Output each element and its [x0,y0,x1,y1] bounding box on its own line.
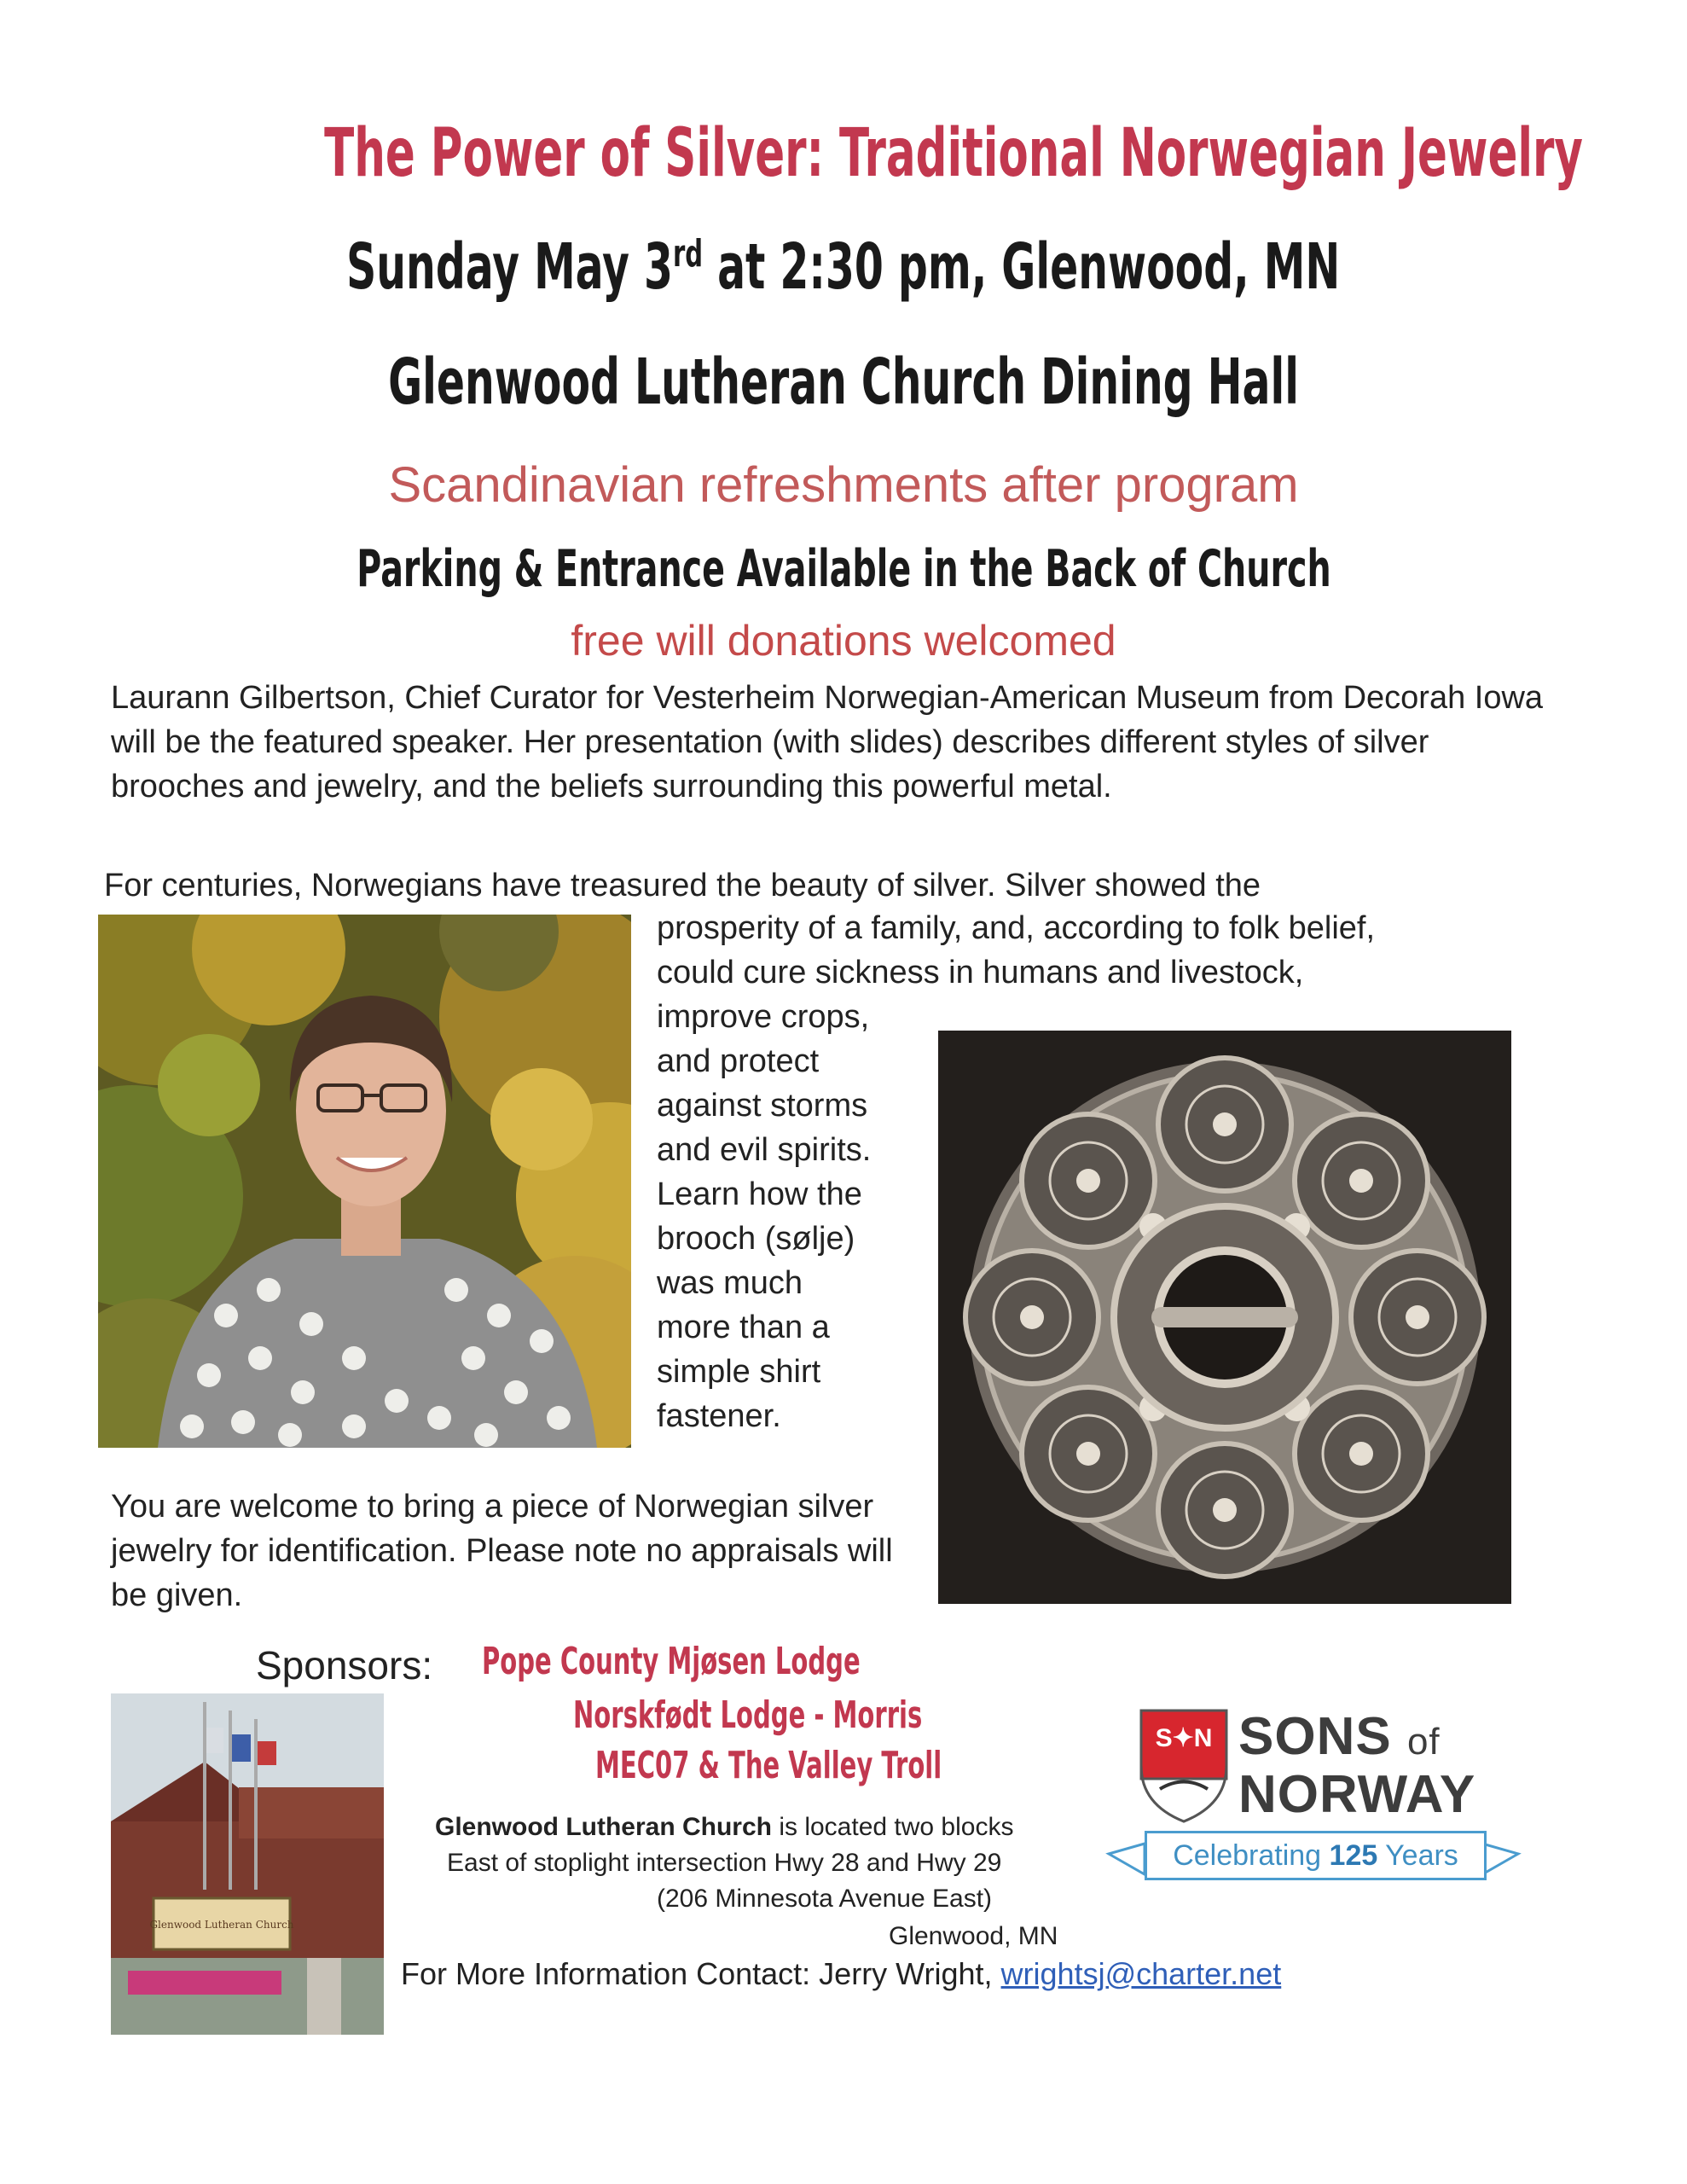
donations-note: free will donations welcomed [571,617,1116,665]
history-line: improve crops, [657,999,870,1035]
date-time-place: at 2:30 pm, Glenwood, MN [703,230,1341,304]
event-venue: Glenwood Lutheran Church Dining Hall [388,346,1299,419]
refreshments-note: Scandinavian refreshments after program [388,457,1299,513]
address-line: East of stoplight intersection Hwy 28 and Hwy 29 [447,1849,1002,1877]
logo-name-bottom: NORWAY [1238,1765,1476,1824]
church-photo [111,1693,384,2035]
church-building-image [111,1693,384,2035]
history-line: against storms [657,1088,868,1124]
anniversary-number: 125 [1329,1839,1378,1872]
history-line: could cure sickness in humans and livestock, [657,955,1304,990]
history-line: prosperity of a family, and, according to folk belief, [657,910,1376,946]
history-line: brooch (sølje) [657,1221,855,1257]
history-flow [657,906,1544,995]
history-narrow [657,995,938,1438]
date-text: Sunday May 3 [346,230,674,304]
contact-prefix: For More Information Contact: Jerry Wright, [401,1956,1001,1991]
event-date-line [0,230,1687,304]
contact-line [401,1956,1281,1992]
speaker-photo-image [98,915,631,1448]
history-line: was much [657,1265,803,1301]
history-line: more than a [657,1310,830,1345]
history-line: simple shirt [657,1354,821,1390]
brooch-photo [938,1031,1511,1604]
church-name: Glenwood Lutheran Church [435,1813,772,1841]
silver-brooch-image [938,1031,1511,1604]
logo-name-of: of [1406,1721,1441,1763]
anniversary-banner: Celebrating 125 Years [1145,1831,1487,1880]
history-lead: For centuries, Norwegians have treasured the beauty of silver. Silver showed the [104,868,1261,903]
address-line: Glenwood, MN [889,1922,1058,1950]
address-line: (206 Minnesota Avenue East) [657,1885,993,1913]
speaker-photo [98,915,631,1448]
sponsor-item: MEC07 & The Valley Troll [595,1744,942,1787]
logo-name-top: SONS of [1238,1707,1441,1766]
sponsor-item: Pope County Mjøsen Lodge [482,1640,861,1683]
date-suffix: rd [673,232,704,276]
sponsors-label: Sponsors: [256,1643,433,1687]
event-title: The Power of Silver: Traditional Norwegian Jewelry [324,115,1583,192]
address-line: Glenwood Lutheran Church is located two blocks [435,1813,1014,1841]
history-line: Learn how the [657,1176,862,1212]
parking-note: Parking & Entrance Available in the Back of Church [356,539,1331,599]
logo-badge-text: S✦N [1155,1724,1213,1752]
history-line: and evil spirits. [657,1132,872,1168]
sponsor-item: Norskfødt Lodge - Morris [573,1693,923,1737]
speaker-intro: Laurann Gilbertson, Chief Curator for Vesterheim Norwegian-American Museum from Decorah Iowa will be the featured speaker. Her presentation (with slides) describes different styles of silver brooches and jewelry, and the beliefs surrounding this powerful metal. [111,680,1544,804]
history-line: fastener. [657,1398,781,1434]
contact-email-link[interactable]: wrightsj@charter.net [1000,1956,1282,1991]
welcome-note: You are welcome to bring a piece of Norwegian silver jewelry for identification. Please note no appraisals will be given. [111,1489,893,1613]
church-sign-text: Glenwood Lutheran Church [149,1919,294,1931]
history-line: and protect [657,1043,820,1079]
